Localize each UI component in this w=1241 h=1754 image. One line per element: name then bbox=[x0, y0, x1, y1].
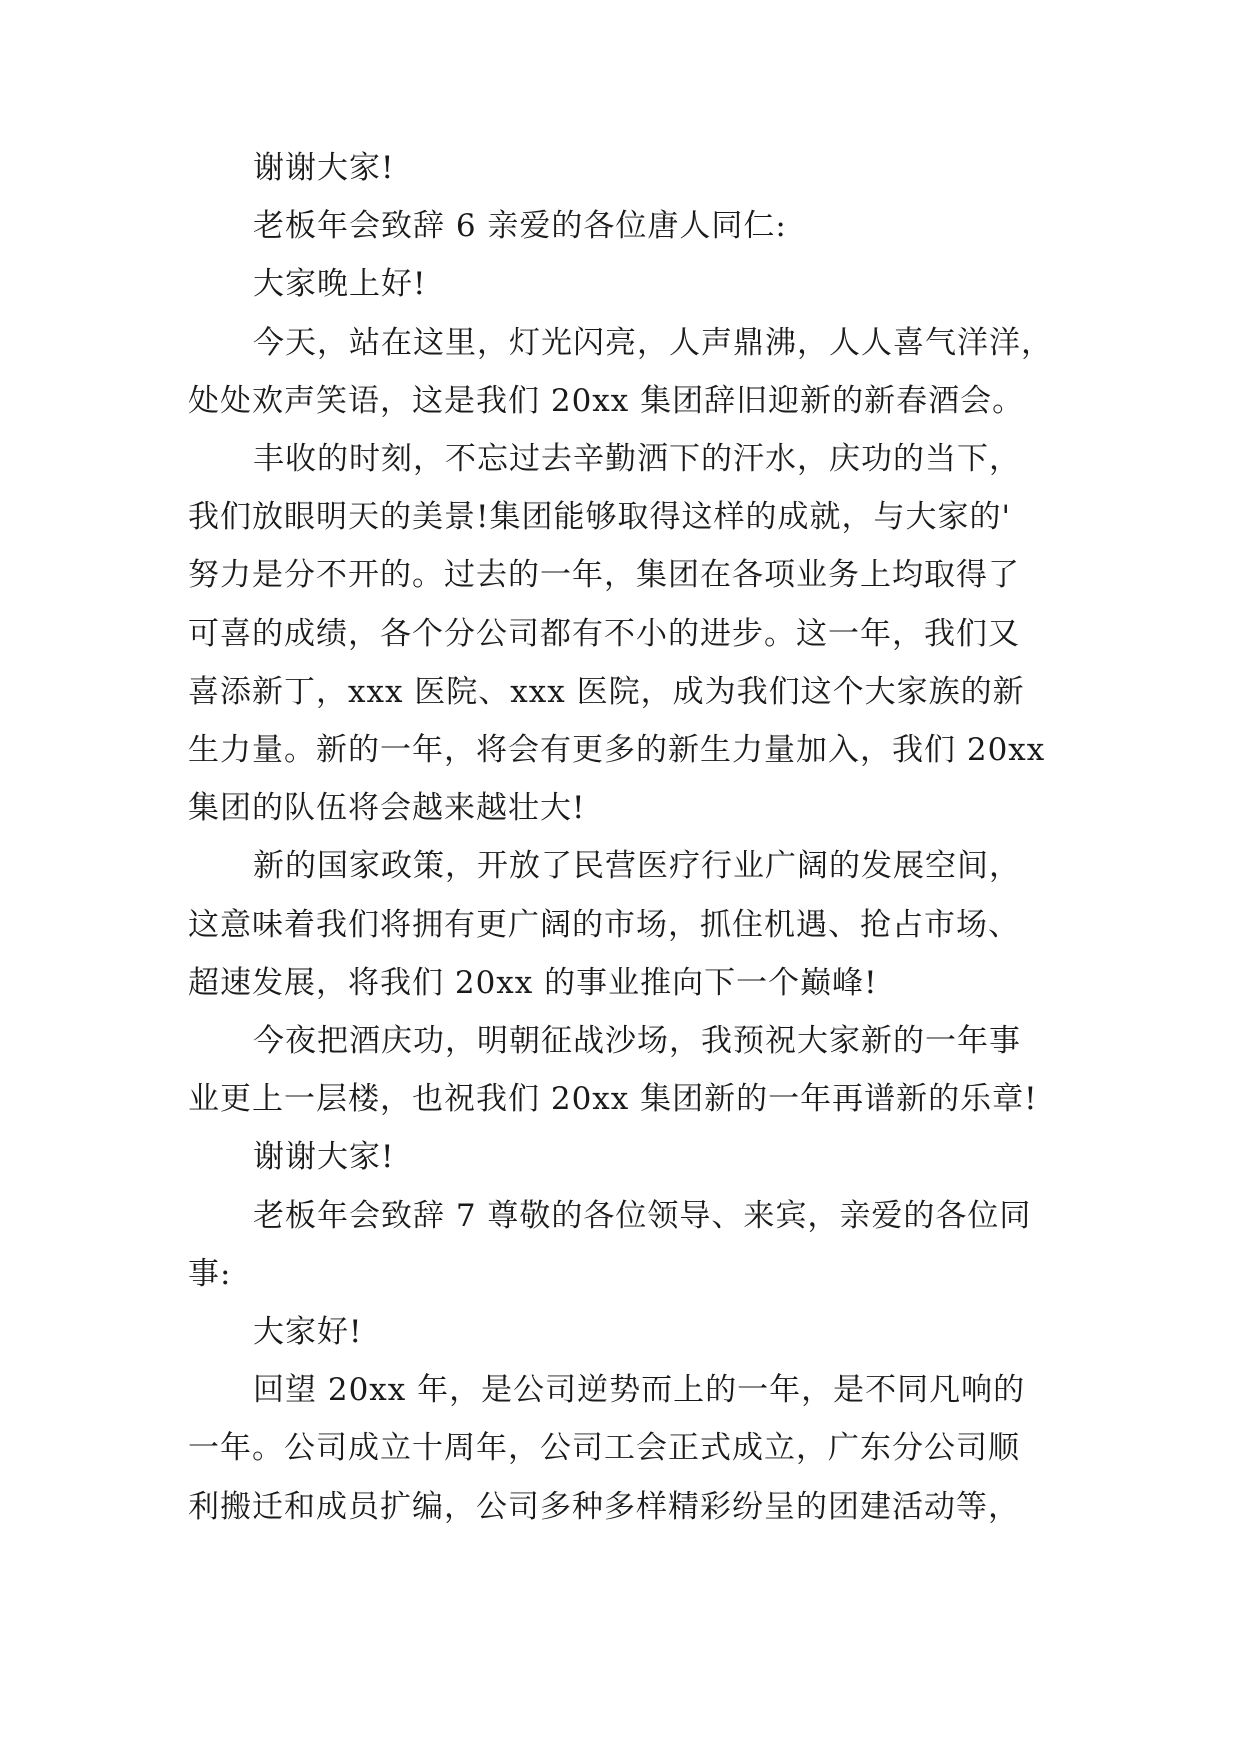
text-line: 生力量。新的一年，将会有更多的新生力量加入，我们 20xx bbox=[188, 732, 1046, 768]
text-line: 今天，站在这里，灯光闪亮，人声鼎沸，人人喜气洋洋， bbox=[253, 325, 1053, 361]
text-line: 这意味着我们将拥有更广阔的市场，抓住机遇、抢占市场、 bbox=[188, 907, 1020, 943]
text-line: 新的国家政策，开放了民营医疗行业广阔的发展空间， bbox=[253, 848, 1021, 884]
text-line: 丰收的时刻，不忘过去辛勤洒下的汗水，庆功的当下， bbox=[253, 441, 1021, 477]
text-line: 努力是分不开的。过去的一年，集团在各项业务上均取得了 bbox=[188, 557, 1020, 593]
text-line: 利搬迁和成员扩编，公司多种多样精彩纷呈的团建活动等， bbox=[188, 1489, 1020, 1525]
text-line: 一年。公司成立十周年，公司工会正式成立，广东分公司顺 bbox=[188, 1430, 1020, 1466]
text-line: 老板年会致辞 6 亲爱的各位唐人同仁: bbox=[253, 208, 787, 244]
text-line: 谢谢大家! bbox=[253, 150, 395, 186]
text-line: 今夜把酒庆功，明朝征战沙场，我预祝大家新的一年事 bbox=[253, 1023, 1021, 1059]
text-line: 超速发展，将我们 20xx 的事业推向下一个巅峰! bbox=[188, 965, 878, 1001]
text-line: 可喜的成绩，各个分公司都有不小的进步。这一年，我们又 bbox=[188, 616, 1020, 652]
text-line: 大家好! bbox=[253, 1314, 363, 1350]
text-line: 喜添新丁，xxx 医院、xxx 医院，成为我们这个大家族的新 bbox=[188, 674, 1025, 710]
text-line: 事: bbox=[188, 1256, 232, 1292]
text-line: 集团的队伍将会越来越壮大! bbox=[188, 790, 586, 826]
text-line: 老板年会致辞 7 尊敬的各位领导、来宾，亲爱的各位同 bbox=[253, 1198, 1032, 1234]
text-line: 我们放眼明天的美景!集团能够取得这样的成就，与大家的' bbox=[188, 499, 1011, 535]
text-line: 回望 20xx 年，是公司逆势而上的一年，是不同凡响的 bbox=[253, 1372, 1026, 1408]
text-line: 业更上一层楼，也祝我们 20xx 集团新的一年再谱新的乐章! bbox=[188, 1081, 1038, 1117]
text-line: 谢谢大家! bbox=[253, 1139, 395, 1175]
text-line: 处处欢声笑语，这是我们 20xx 集团辞旧迎新的新春酒会。 bbox=[188, 383, 1025, 419]
text-line: 大家晚上好! bbox=[253, 266, 427, 302]
